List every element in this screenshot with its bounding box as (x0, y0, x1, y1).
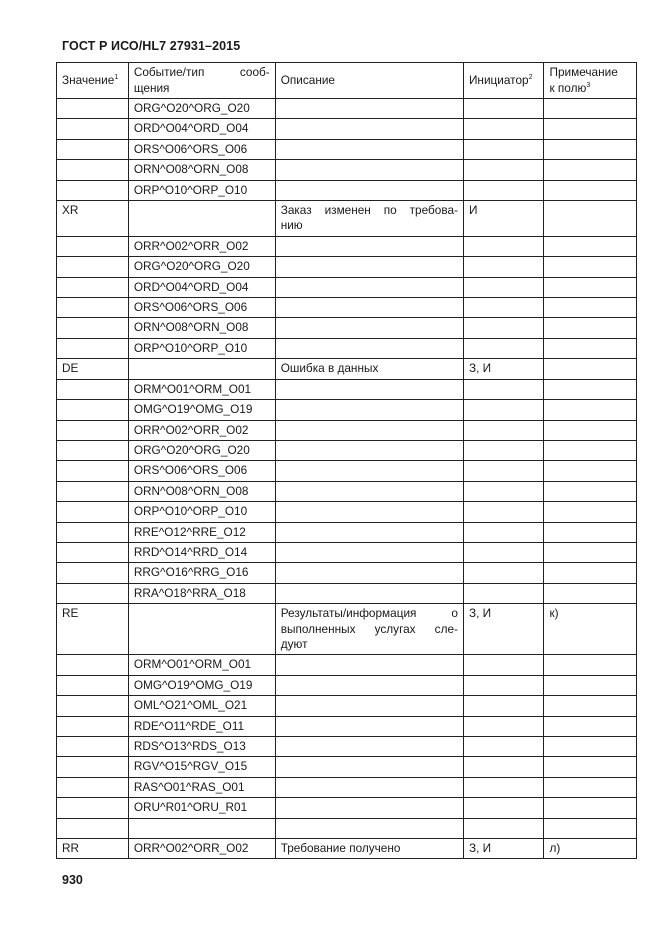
cell-value (57, 563, 129, 583)
cell-event: RDE^O11^RDE_O11 (128, 716, 275, 736)
cell-value (57, 160, 129, 180)
cell-description (275, 696, 463, 716)
cell-initiator (463, 502, 544, 522)
cell-description (275, 160, 463, 180)
cell-description (275, 277, 463, 297)
table-row (57, 236, 637, 256)
cell-initiator (463, 400, 544, 420)
table-row (57, 277, 637, 297)
cell-event: ORS^O06^ORS_O06 (128, 461, 275, 481)
table-body (57, 99, 637, 859)
cell-description (275, 257, 463, 277)
table-row (57, 522, 637, 542)
cell-description (275, 420, 463, 440)
cell-description (275, 400, 463, 420)
cell-description (275, 461, 463, 481)
cell-value: RR (57, 839, 129, 859)
cell-event: ORS^O06^ORS_O06 (128, 298, 275, 318)
cell-event: RRA^O18^RRA_O18 (128, 583, 275, 603)
cell-remark (544, 236, 637, 256)
cell-value (57, 277, 129, 297)
table-row (57, 318, 637, 338)
cell-description (275, 338, 463, 358)
table-row (57, 160, 637, 180)
cell-event: ORG^O20^ORG_O20 (128, 257, 275, 277)
cell-value (57, 583, 129, 603)
cell-initiator (463, 777, 544, 797)
cell-value (57, 379, 129, 399)
cell-remark (544, 563, 637, 583)
cell-remark (544, 716, 637, 736)
cell-initiator (463, 798, 544, 818)
table-header-row (57, 63, 637, 99)
cell-description (275, 757, 463, 777)
cell-value (57, 139, 129, 159)
cell-value: DE (57, 359, 129, 379)
cell-event: ORR^O02^ORR_O02 (128, 236, 275, 256)
cell-event: ORG^O20^ORG_O20 (128, 99, 275, 119)
cell-remark (544, 737, 637, 757)
cell-event (128, 604, 275, 655)
cell-remark: к) (544, 604, 637, 655)
cell-event: RRE^O12^RRE_O12 (128, 522, 275, 542)
cell-remark (544, 359, 637, 379)
table-row (57, 440, 637, 460)
cell-remark (544, 798, 637, 818)
cell-event: OMG^O19^OMG_O19 (128, 675, 275, 695)
header-initiator: Инициатор$^2$ (463, 63, 544, 99)
cell-initiator (463, 440, 544, 460)
cell-description (275, 180, 463, 200)
cell-remark (544, 277, 637, 297)
cell-remark (544, 502, 637, 522)
cell-initiator (463, 318, 544, 338)
data-table (56, 62, 637, 859)
footnote-marker: 1 (114, 73, 119, 81)
cell-initiator (463, 119, 544, 139)
cell-event: ORU^R01^ORU_R01 (128, 798, 275, 818)
table-row (57, 542, 637, 562)
cell-initiator (463, 139, 544, 159)
cell-initiator (463, 236, 544, 256)
cell-description (275, 99, 463, 119)
cell-value (57, 757, 129, 777)
cell-event: ORP^O10^ORP_O10 (128, 502, 275, 522)
cell-value (57, 99, 129, 119)
table-row (57, 675, 637, 695)
cell-event (128, 201, 275, 237)
cell-value (57, 440, 129, 460)
table-row (57, 757, 637, 777)
cell-value (57, 257, 129, 277)
footnote-marker: 3 (586, 81, 591, 89)
cell-description (275, 502, 463, 522)
cell-remark (544, 757, 637, 777)
table-row (57, 400, 637, 420)
cell-initiator (463, 160, 544, 180)
cell-description (275, 542, 463, 562)
cell-description (275, 777, 463, 797)
cell-remark (544, 180, 637, 200)
cell-event: ORN^O08^ORN_O08 (128, 160, 275, 180)
table-row (57, 583, 637, 603)
cell-remark (544, 99, 637, 119)
cell-remark (544, 318, 637, 338)
cell-event: ORM^O01^ORM_O01 (128, 655, 275, 675)
cell-initiator (463, 379, 544, 399)
table-row (57, 777, 637, 797)
table-row (57, 839, 637, 859)
cell-description (275, 583, 463, 603)
cell-description (275, 604, 463, 655)
cell-event: ORM^O01^ORM_O01 (128, 379, 275, 399)
cell-event: ORN^O08^ORN_O08 (128, 481, 275, 501)
cell-initiator: З, И (463, 604, 544, 655)
cell-description (275, 139, 463, 159)
cell-event: RRD^O14^RRD_O14 (128, 542, 275, 562)
table-row (57, 716, 637, 736)
cell-event: ORD^O04^ORD_O04 (128, 119, 275, 139)
table-row (57, 379, 637, 399)
cell-initiator (463, 298, 544, 318)
cell-description (275, 522, 463, 542)
cell-event (128, 359, 275, 379)
cell-event: RRG^O16^RRG_O16 (128, 563, 275, 583)
description-line: дуют (280, 636, 308, 651)
table-row (57, 119, 637, 139)
cell-initiator (463, 420, 544, 440)
table-row (57, 139, 637, 159)
table-row (57, 201, 637, 237)
cell-value (57, 119, 129, 139)
cell-value (57, 675, 129, 695)
table-row (57, 461, 637, 481)
cell-value (57, 318, 129, 338)
cell-description (275, 798, 463, 818)
cell-initiator (463, 675, 544, 695)
cell-description (275, 563, 463, 583)
table-row (57, 604, 637, 655)
cell-event: ORR^O02^ORR_O02 (128, 420, 275, 440)
table-row (57, 696, 637, 716)
cell-initiator (463, 542, 544, 562)
table-row (57, 257, 637, 277)
cell-remark (544, 420, 637, 440)
table-row (57, 420, 637, 440)
cell-initiator: З, И (463, 359, 544, 379)
cell-value (57, 818, 129, 838)
description-line: Результаты/информация о (280, 606, 458, 621)
cell-event: OMG^O19^OMG_O19 (128, 400, 275, 420)
cell-initiator (463, 696, 544, 716)
description-line: выполненных услугах сле- (280, 621, 458, 636)
cell-value (57, 696, 129, 716)
cell-event: ORG^O20^ORG_O20 (128, 440, 275, 460)
cell-event (128, 818, 275, 838)
description-line: нию (280, 218, 303, 233)
cell-remark (544, 481, 637, 501)
cell-description (275, 119, 463, 139)
cell-event: ORP^O10^ORP_O10 (128, 180, 275, 200)
cell-description (275, 201, 463, 237)
header-event: Событие/тип сооб- щения (128, 63, 275, 99)
cell-remark (544, 379, 637, 399)
cell-value (57, 542, 129, 562)
cell-description (275, 298, 463, 318)
document-header: ГОСТ Р ИСО/HL7 27931–2015 (62, 39, 241, 53)
cell-remark (544, 696, 637, 716)
cell-description (275, 716, 463, 736)
cell-remark (544, 675, 637, 695)
cell-description (275, 318, 463, 338)
table-row (57, 180, 637, 200)
cell-remark (544, 777, 637, 797)
cell-value (57, 777, 129, 797)
cell-value: RE (57, 604, 129, 655)
cell-event: RAS^O01^RAS_O01 (128, 777, 275, 797)
cell-remark (544, 583, 637, 603)
footnote-marker: 2 (528, 73, 533, 81)
cell-description: Требование получено (275, 839, 463, 859)
table-row (57, 655, 637, 675)
cell-initiator (463, 257, 544, 277)
cell-event: RDS^O13^RDS_O13 (128, 737, 275, 757)
cell-value (57, 737, 129, 757)
cell-remark (544, 440, 637, 460)
cell-description (275, 440, 463, 460)
table-row (57, 359, 637, 379)
table-row (57, 338, 637, 358)
cell-remark (544, 119, 637, 139)
cell-remark (544, 139, 637, 159)
cell-initiator (463, 180, 544, 200)
table-row (57, 481, 637, 501)
header-value: Значение$^1$ (57, 63, 129, 99)
table-row (57, 298, 637, 318)
cell-remark (544, 522, 637, 542)
cell-description (275, 481, 463, 501)
table-row (57, 737, 637, 757)
table-row (57, 818, 637, 838)
cell-event: RGV^O15^RGV_O15 (128, 757, 275, 777)
cell-value (57, 420, 129, 440)
cell-description (275, 737, 463, 757)
cell-remark (544, 542, 637, 562)
cell-description (275, 675, 463, 695)
cell-description (275, 379, 463, 399)
cell-remark (544, 400, 637, 420)
cell-value (57, 798, 129, 818)
cell-value (57, 655, 129, 675)
cell-event: ORD^O04^ORD_O04 (128, 277, 275, 297)
cell-initiator (463, 563, 544, 583)
table-row (57, 502, 637, 522)
cell-remark: л) (544, 839, 637, 859)
cell-value (57, 502, 129, 522)
cell-initiator (463, 757, 544, 777)
cell-value (57, 236, 129, 256)
cell-initiator (463, 655, 544, 675)
cell-value: XR (57, 201, 129, 237)
cell-value (57, 716, 129, 736)
cell-remark (544, 655, 637, 675)
table-row (57, 563, 637, 583)
cell-remark (544, 338, 637, 358)
cell-remark (544, 257, 637, 277)
cell-remark (544, 298, 637, 318)
cell-event: ORS^O06^ORS_O06 (128, 139, 275, 159)
cell-description (275, 818, 463, 838)
cell-value (57, 481, 129, 501)
cell-initiator (463, 99, 544, 119)
cell-initiator (463, 737, 544, 757)
page-number: 930 (62, 873, 83, 887)
cell-initiator (463, 716, 544, 736)
cell-event: ORN^O08^ORN_O08 (128, 318, 275, 338)
cell-description: Ошибка в данных (275, 359, 463, 379)
cell-remark (544, 461, 637, 481)
cell-value (57, 400, 129, 420)
cell-initiator (463, 481, 544, 501)
cell-initiator: И (463, 201, 544, 237)
cell-description (275, 655, 463, 675)
header-description: Описание (275, 63, 463, 99)
cell-initiator (463, 338, 544, 358)
cell-initiator (463, 277, 544, 297)
cell-description (275, 236, 463, 256)
cell-initiator (463, 522, 544, 542)
cell-value (57, 298, 129, 318)
header-remark: Примечание к полю$^3$ (544, 63, 637, 99)
cell-initiator (463, 818, 544, 838)
cell-value (57, 461, 129, 481)
cell-value (57, 180, 129, 200)
cell-event: OML^O21^OML_O21 (128, 696, 275, 716)
description-line: Заказ изменен по требова- (280, 203, 458, 218)
cell-initiator (463, 583, 544, 603)
cell-value (57, 338, 129, 358)
cell-event: ORR^O02^ORR_O02 (128, 839, 275, 859)
cell-value (57, 522, 129, 542)
table-row (57, 99, 637, 119)
cell-remark (544, 160, 637, 180)
cell-remark (544, 201, 637, 237)
cell-initiator: З, И (463, 839, 544, 859)
cell-initiator (463, 461, 544, 481)
cell-remark (544, 818, 637, 838)
cell-event: ORP^O10^ORP_O10 (128, 338, 275, 358)
table-row (57, 798, 637, 818)
